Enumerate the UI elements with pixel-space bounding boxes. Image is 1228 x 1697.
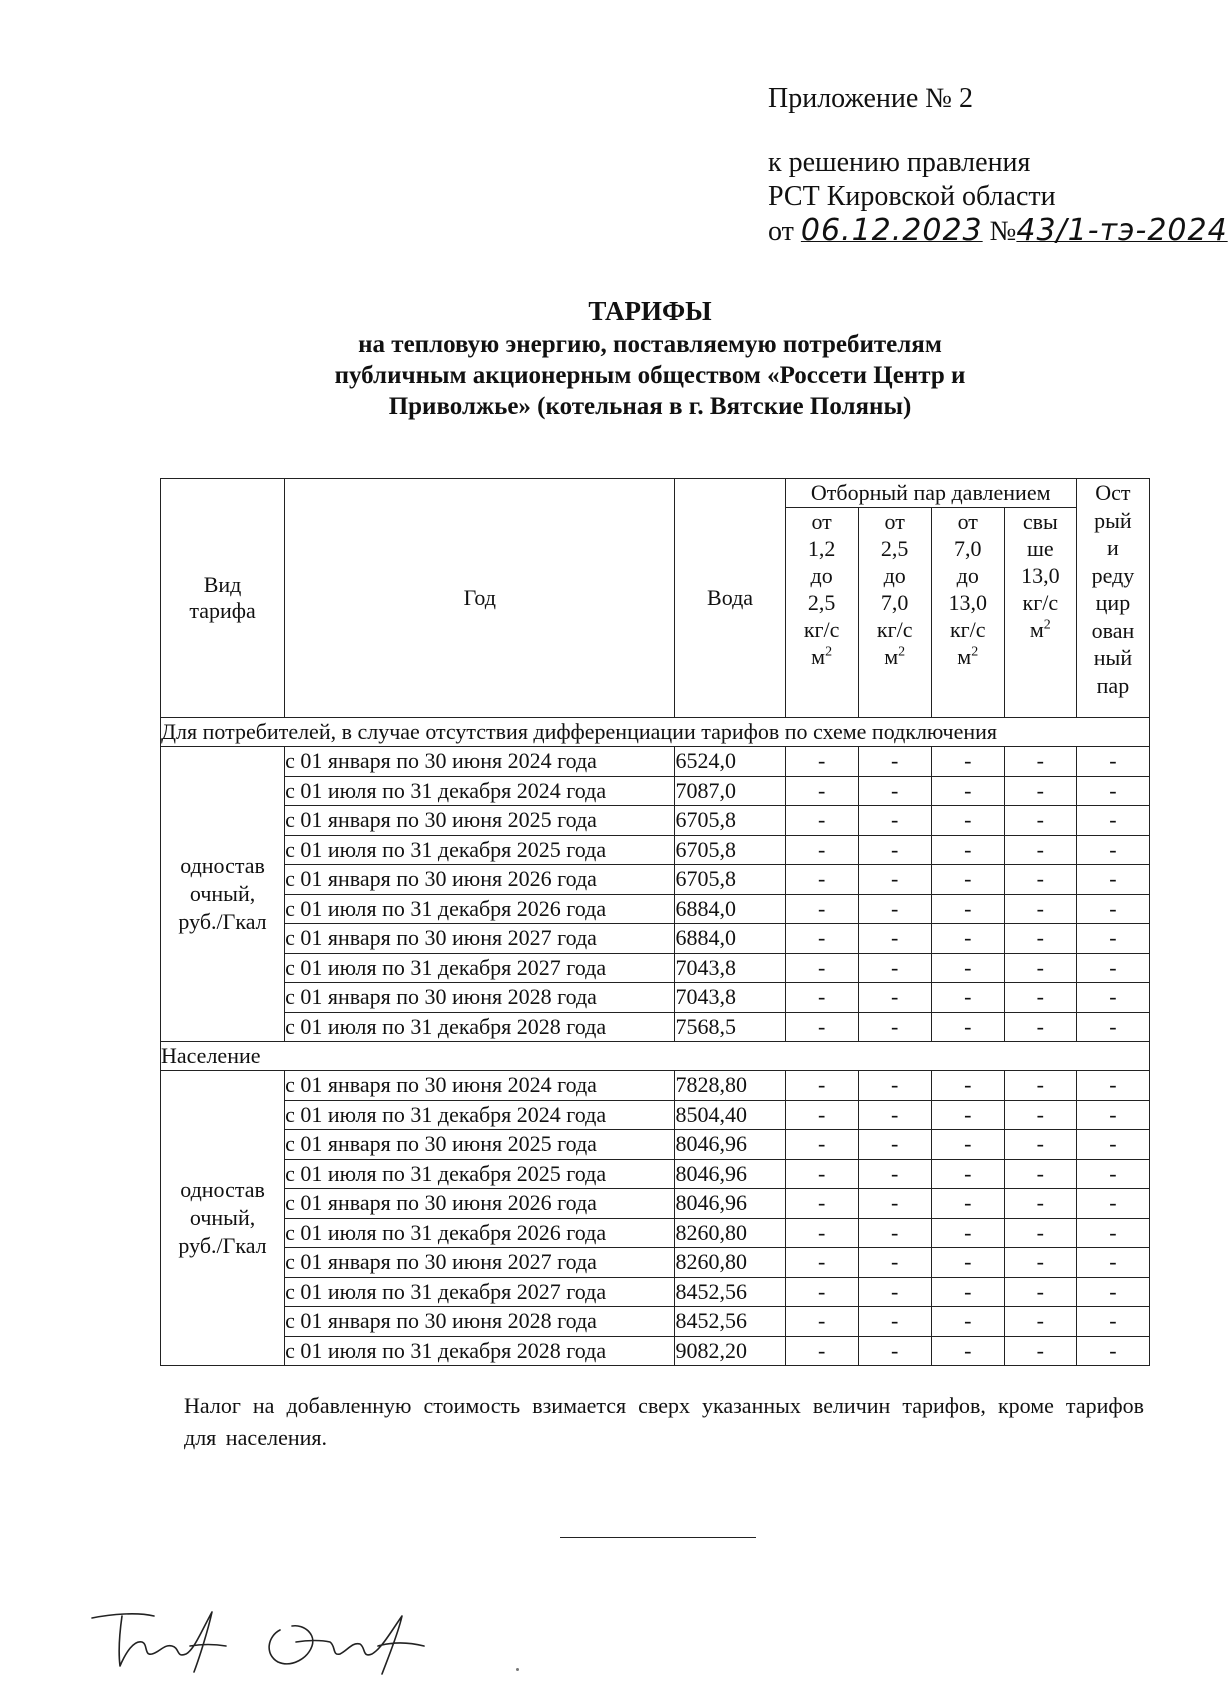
period-cell: с 01 июля по 31 декабря 2027 года bbox=[285, 953, 675, 983]
table-row bbox=[161, 924, 1150, 954]
steam-tariff-cell: - bbox=[858, 1189, 931, 1219]
period-cell: с 01 января по 30 июня 2028 года bbox=[285, 1307, 675, 1337]
table-body bbox=[161, 718, 1150, 1366]
period-cell: с 01 июля по 31 декабря 2027 года bbox=[285, 1277, 675, 1307]
period-cell: с 01 января по 30 июня 2026 года bbox=[285, 1189, 675, 1219]
table-row bbox=[161, 806, 1150, 836]
steam-tariff-cell: - bbox=[785, 1307, 858, 1337]
appendix-authority-line: РСТ Кировской области bbox=[768, 181, 1056, 212]
steam-tariff-cell: - bbox=[1004, 1277, 1076, 1307]
steam-tariff-cell: - bbox=[1004, 1159, 1076, 1189]
steam-tariff-cell: - bbox=[1076, 1100, 1149, 1130]
steam-tariff-cell: - bbox=[858, 1071, 931, 1101]
steam-tariff-cell: - bbox=[931, 747, 1004, 777]
steam-tariff-cell: - bbox=[931, 865, 1004, 895]
steam-tariff-cell: - bbox=[1004, 1248, 1076, 1278]
tariff-kind-line: очный, bbox=[189, 881, 256, 906]
steam-tariff-cell: - bbox=[931, 1307, 1004, 1337]
section-title: Для потребителей, в случае отсутствия дифференциации тарифов по схеме подключения bbox=[161, 718, 1150, 747]
section-row bbox=[161, 718, 1150, 747]
steam-tariff-cell: - bbox=[858, 865, 931, 895]
document-title bbox=[160, 296, 1140, 422]
steam-tariff-cell: - bbox=[931, 806, 1004, 836]
water-tariff-cell: 6884,0 bbox=[675, 894, 785, 924]
table-row bbox=[161, 1071, 1150, 1101]
water-tariff-cell: 6705,8 bbox=[675, 806, 785, 836]
period-cell: с 01 января по 30 июня 2027 года bbox=[285, 924, 675, 954]
table-row bbox=[161, 1218, 1150, 1248]
period-cell: с 01 июля по 31 декабря 2026 года bbox=[285, 1218, 675, 1248]
steam-tariff-cell: - bbox=[1076, 1277, 1149, 1307]
steam-tariff-cell: - bbox=[1076, 1218, 1149, 1248]
steam-tariff-cell: - bbox=[1076, 1307, 1149, 1337]
header-steam-group: Отборный пар давлением bbox=[785, 479, 1076, 508]
steam-tariff-cell: - bbox=[931, 776, 1004, 806]
period-cell: с 01 января по 30 июня 2024 года bbox=[285, 1071, 675, 1101]
steam-tariff-cell: - bbox=[858, 835, 931, 865]
table-row bbox=[161, 1189, 1150, 1219]
steam-tariff-cell: - bbox=[1004, 1307, 1076, 1337]
water-tariff-cell: 7087,0 bbox=[675, 776, 785, 806]
steam-tariff-cell: - bbox=[858, 953, 931, 983]
steam-tariff-cell: - bbox=[1076, 835, 1149, 865]
steam-tariff-cell: - bbox=[931, 894, 1004, 924]
water-tariff-cell: 6524,0 bbox=[675, 747, 785, 777]
steam-tariff-cell: - bbox=[858, 1012, 931, 1042]
table-row bbox=[161, 1012, 1150, 1042]
steam-tariff-cell: - bbox=[785, 1159, 858, 1189]
steam-tariff-cell: - bbox=[1076, 1130, 1149, 1160]
water-tariff-cell: 6705,8 bbox=[675, 835, 785, 865]
steam-tariff-cell: - bbox=[1004, 983, 1076, 1013]
title-main: ТАРИФЫ bbox=[588, 296, 712, 326]
table-row bbox=[161, 1277, 1150, 1307]
table-row bbox=[161, 1307, 1150, 1337]
steam-tariff-cell: - bbox=[858, 1100, 931, 1130]
handwritten-signatures bbox=[82, 1600, 442, 1680]
steam-tariff-cell: - bbox=[1076, 1012, 1149, 1042]
water-tariff-cell: 7043,8 bbox=[675, 983, 785, 1013]
section-title: Население bbox=[161, 1042, 1150, 1071]
steam-tariff-cell: - bbox=[931, 924, 1004, 954]
steam-tariff-cell: - bbox=[785, 835, 858, 865]
steam-tariff-cell: - bbox=[858, 1218, 931, 1248]
closing-rule bbox=[560, 1537, 756, 1538]
steam-tariff-cell: - bbox=[1004, 1130, 1076, 1160]
water-tariff-cell: 8452,56 bbox=[675, 1277, 785, 1307]
section-row bbox=[161, 1042, 1150, 1071]
steam-tariff-cell: - bbox=[785, 1218, 858, 1248]
water-tariff-cell: 8046,96 bbox=[675, 1130, 785, 1160]
vat-footnote: Налог на добавленную стоимость взимается сверх указанных величин тарифов, кроме тарифов для населения. bbox=[184, 1393, 1144, 1450]
water-tariff-cell: 7828,80 bbox=[675, 1071, 785, 1101]
table-row bbox=[161, 776, 1150, 806]
table-row bbox=[161, 983, 1150, 1013]
header-water: Вода bbox=[675, 479, 785, 718]
appendix-decision-line: к решению правления bbox=[768, 147, 1031, 178]
table-row bbox=[161, 1159, 1150, 1189]
date-prefix: от bbox=[768, 216, 801, 247]
period-cell: с 01 июля по 31 декабря 2024 года bbox=[285, 1100, 675, 1130]
period-cell: с 01 января по 30 июня 2027 года bbox=[285, 1248, 675, 1278]
steam-tariff-cell: - bbox=[1004, 1071, 1076, 1101]
steam-tariff-cell: - bbox=[931, 1071, 1004, 1101]
steam-tariff-cell: - bbox=[931, 1336, 1004, 1366]
steam-tariff-cell: - bbox=[931, 835, 1004, 865]
steam-tariff-cell: - bbox=[1076, 983, 1149, 1013]
steam-tariff-cell: - bbox=[931, 1277, 1004, 1307]
title-line-3: Приволжье» (котельная в г. Вятские Поляны) bbox=[388, 393, 912, 420]
steam-tariff-cell: - bbox=[858, 1307, 931, 1337]
water-tariff-cell: 8046,96 bbox=[675, 1159, 785, 1189]
steam-tariff-cell: - bbox=[785, 983, 858, 1013]
steam-tariff-cell: - bbox=[1004, 806, 1076, 836]
water-tariff-cell: 8046,96 bbox=[675, 1189, 785, 1219]
header-pressure-2: от 2,5 до 7,0 кг/с $м^2$ bbox=[858, 508, 931, 718]
appendix-title: Приложение № 2 bbox=[768, 83, 973, 114]
tariff-kind-line: руб./Гкал bbox=[178, 909, 267, 934]
table-row bbox=[161, 1248, 1150, 1278]
tariff-kind-line: одностав bbox=[180, 1177, 265, 1202]
steam-tariff-cell: - bbox=[1076, 1071, 1149, 1101]
steam-tariff-cell: - bbox=[785, 806, 858, 836]
header-pressure-1: от 1,2 до 2,5 кг/с $м^2$ bbox=[785, 508, 858, 718]
steam-tariff-cell: - bbox=[858, 1336, 931, 1366]
steam-tariff-cell: - bbox=[785, 1336, 858, 1366]
period-cell: с 01 января по 30 июня 2024 года bbox=[285, 747, 675, 777]
steam-tariff-cell: - bbox=[1004, 924, 1076, 954]
period-cell: с 01 января по 30 июня 2025 года bbox=[285, 1130, 675, 1160]
steam-tariff-cell: - bbox=[785, 1189, 858, 1219]
period-cell: с 01 января по 30 июня 2026 года bbox=[285, 865, 675, 895]
steam-tariff-cell: - bbox=[1004, 1100, 1076, 1130]
tariff-kind-line: очный, bbox=[189, 1205, 256, 1230]
steam-tariff-cell: - bbox=[1076, 747, 1149, 777]
period-cell: с 01 июля по 31 декабря 2026 года bbox=[285, 894, 675, 924]
steam-tariff-cell: - bbox=[1004, 865, 1076, 895]
steam-tariff-cell: - bbox=[785, 924, 858, 954]
header-tariff-kind: Вид тарифа bbox=[161, 479, 285, 718]
steam-tariff-cell: - bbox=[931, 1189, 1004, 1219]
steam-tariff-cell: - bbox=[1004, 1336, 1076, 1366]
title-line-1: на тепловую энергию, поставляемую потребителям bbox=[358, 331, 942, 358]
table-row bbox=[161, 1130, 1150, 1160]
steam-tariff-cell: - bbox=[1076, 1336, 1149, 1366]
steam-tariff-cell: - bbox=[785, 776, 858, 806]
steam-tariff-cell: - bbox=[1004, 894, 1076, 924]
period-cell: с 01 июля по 31 декабря 2025 года bbox=[285, 1159, 675, 1189]
steam-tariff-cell: - bbox=[931, 1218, 1004, 1248]
tariff-kind-cell bbox=[161, 747, 285, 1042]
steam-tariff-cell: - bbox=[1076, 806, 1149, 836]
steam-tariff-cell: - bbox=[931, 1100, 1004, 1130]
steam-tariff-cell: - bbox=[931, 1130, 1004, 1160]
steam-tariff-cell: - bbox=[1076, 865, 1149, 895]
steam-tariff-cell: - bbox=[931, 1012, 1004, 1042]
steam-tariff-cell: - bbox=[1076, 1159, 1149, 1189]
steam-tariff-cell: - bbox=[1004, 835, 1076, 865]
table-row bbox=[161, 835, 1150, 865]
water-tariff-cell: 8260,80 bbox=[675, 1248, 785, 1278]
steam-tariff-cell: - bbox=[1004, 953, 1076, 983]
water-tariff-cell: 8452,56 bbox=[675, 1307, 785, 1337]
period-cell: с 01 января по 30 июня 2028 года bbox=[285, 983, 675, 1013]
steam-tariff-cell: - bbox=[785, 1248, 858, 1278]
steam-tariff-cell: - bbox=[785, 747, 858, 777]
steam-tariff-cell: - bbox=[931, 953, 1004, 983]
steam-tariff-cell: - bbox=[1004, 1218, 1076, 1248]
water-tariff-cell: 7568,5 bbox=[675, 1012, 785, 1042]
tariffs-table bbox=[160, 478, 1150, 1366]
steam-tariff-cell: - bbox=[1076, 776, 1149, 806]
steam-tariff-cell: - bbox=[858, 806, 931, 836]
steam-tariff-cell: - bbox=[1004, 747, 1076, 777]
period-cell: с 01 июля по 31 декабря 2028 года bbox=[285, 1012, 675, 1042]
steam-tariff-cell: - bbox=[785, 1130, 858, 1160]
steam-tariff-cell: - bbox=[785, 1012, 858, 1042]
period-cell: с 01 июля по 31 декабря 2028 года bbox=[285, 1336, 675, 1366]
tariff-kind-line: руб./Гкал bbox=[178, 1233, 267, 1258]
table-row bbox=[161, 894, 1150, 924]
handwritten-date: 06.12.2023 bbox=[800, 213, 983, 248]
steam-tariff-cell: - bbox=[1004, 776, 1076, 806]
steam-tariff-cell: - bbox=[858, 747, 931, 777]
water-tariff-cell: 7043,8 bbox=[675, 953, 785, 983]
period-cell: с 01 июля по 31 декабря 2025 года bbox=[285, 835, 675, 865]
header-pressure-3: от 7,0 до 13,0 кг/с $м^2$ bbox=[931, 508, 1004, 718]
water-tariff-cell: 6884,0 bbox=[675, 924, 785, 954]
steam-tariff-cell: - bbox=[858, 1248, 931, 1278]
steam-tariff-cell: - bbox=[1004, 1012, 1076, 1042]
steam-tariff-cell: - bbox=[858, 1159, 931, 1189]
steam-tariff-cell: - bbox=[931, 983, 1004, 1013]
steam-tariff-cell: - bbox=[858, 1277, 931, 1307]
table-row bbox=[161, 1100, 1150, 1130]
period-cell: с 01 июля по 31 декабря 2024 года bbox=[285, 776, 675, 806]
steam-tariff-cell: - bbox=[1004, 1189, 1076, 1219]
steam-tariff-cell: - bbox=[785, 1071, 858, 1101]
table-row bbox=[161, 953, 1150, 983]
steam-tariff-cell: - bbox=[1076, 1248, 1149, 1278]
header-sharp-steam: Ост рый и реду цир ован ный пар bbox=[1076, 479, 1149, 718]
period-cell: с 01 января по 30 июня 2025 года bbox=[285, 806, 675, 836]
water-tariff-cell: 9082,20 bbox=[675, 1336, 785, 1366]
handwritten-number: 43/1-тэ-2024 bbox=[1016, 213, 1228, 248]
steam-tariff-cell: - bbox=[785, 894, 858, 924]
water-tariff-cell: 8504,40 bbox=[675, 1100, 785, 1130]
steam-tariff-cell: - bbox=[1076, 953, 1149, 983]
steam-tariff-cell: - bbox=[785, 1277, 858, 1307]
steam-tariff-cell: - bbox=[931, 1159, 1004, 1189]
number-prefix: № bbox=[982, 216, 1017, 247]
steam-tariff-cell: - bbox=[785, 1100, 858, 1130]
header-pressure-4: свы ше 13,0 кг/с $м^2$ bbox=[1004, 508, 1076, 718]
steam-tariff-cell: - bbox=[785, 953, 858, 983]
steam-tariff-cell: - bbox=[1076, 1189, 1149, 1219]
table-row bbox=[161, 747, 1150, 777]
steam-tariff-cell: - bbox=[1076, 924, 1149, 954]
steam-tariff-cell: - bbox=[931, 1248, 1004, 1278]
water-tariff-cell: 8260,80 bbox=[675, 1218, 785, 1248]
steam-tariff-cell: - bbox=[858, 776, 931, 806]
steam-tariff-cell: - bbox=[858, 894, 931, 924]
steam-tariff-cell: - bbox=[858, 924, 931, 954]
table-row bbox=[161, 865, 1150, 895]
steam-tariff-cell: - bbox=[785, 865, 858, 895]
appendix-header bbox=[768, 82, 1228, 249]
header-year: Год bbox=[285, 479, 675, 718]
tariff-kind-line: одностав bbox=[180, 853, 265, 878]
tariff-kind-cell bbox=[161, 1071, 285, 1366]
appendix-date-line bbox=[768, 214, 1228, 249]
steam-tariff-cell: - bbox=[858, 1130, 931, 1160]
title-line-2: публичным акционерным обществом «Россети Центр и bbox=[334, 362, 966, 389]
steam-tariff-cell: - bbox=[1076, 894, 1149, 924]
scan-speck bbox=[516, 1668, 519, 1671]
water-tariff-cell: 6705,8 bbox=[675, 865, 785, 895]
steam-tariff-cell: - bbox=[858, 983, 931, 1013]
table-row bbox=[161, 1336, 1150, 1366]
